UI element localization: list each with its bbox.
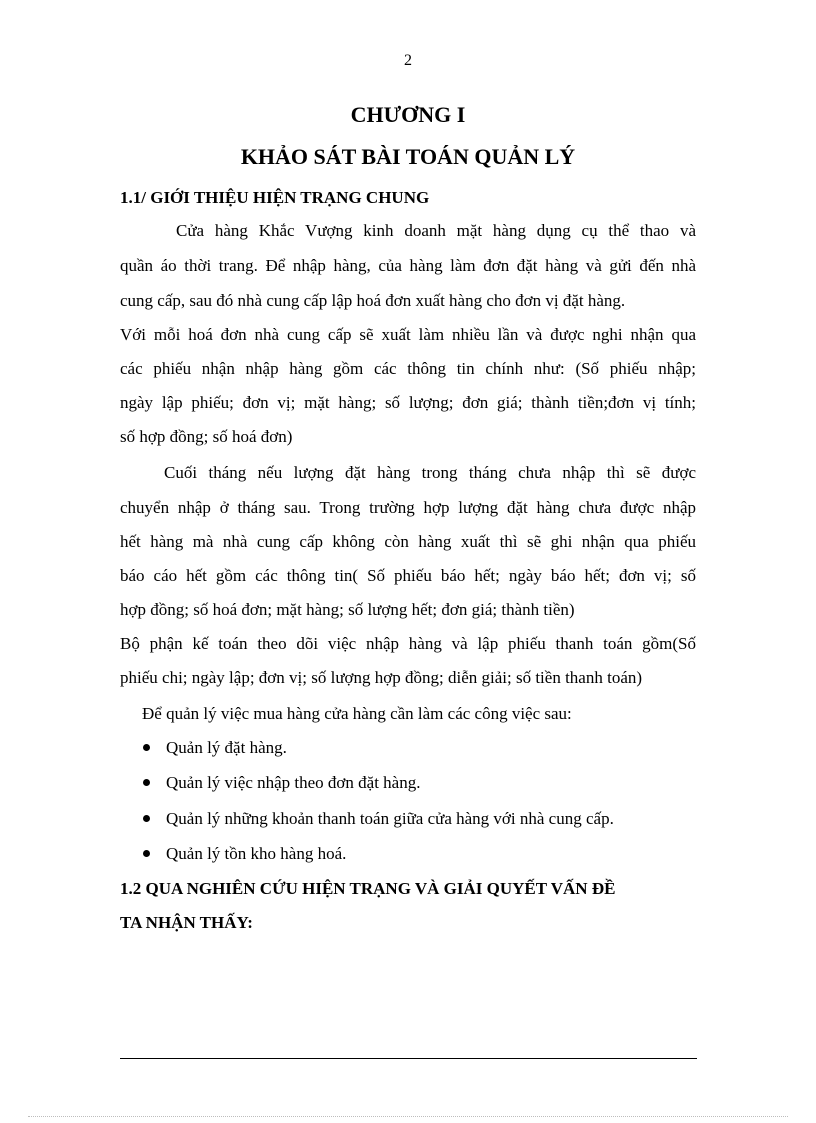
paragraph-1-line-6: ngày lập phiếu; đơn vị; mặt hàng; số lượng; đơn giá; thành tiền;đơn vị tính; <box>120 393 696 412</box>
list-item <box>143 809 614 829</box>
paragraph-2-line-3: hết hàng mà nhà cung cấp không còn hàng xuất thì sẽ ghi nhận qua phiếu <box>120 532 696 551</box>
page-edge-divider <box>28 1116 788 1117</box>
paragraph-1-line-3: cung cấp, sau đó nhà cung cấp lập hoá đơn xuất hàng cho đơn vị đặt hàng. <box>120 291 626 310</box>
paragraph-1-line-1: Cửa hàng Khắc Vượng kinh doanh mặt hàng dụng cụ thể thao và <box>176 221 696 240</box>
list-item-text: Quản lý những khoản thanh toán giữa cửa hàng với nhà cung cấp. <box>166 809 614 828</box>
paragraph-1-line-7: số hợp đồng; số hoá đơn) <box>120 427 293 446</box>
bullet-icon <box>143 779 150 786</box>
paragraph-2-line-1: Cuối tháng nếu lượng đặt hàng trong tháng chưa nhập thì sẽ được <box>164 463 696 482</box>
section-heading-1-1: 1.1/ GIỚI THIỆU HIỆN TRẠNG CHUNG <box>120 188 430 207</box>
paragraph-2-line-2: chuyển nhập ở tháng sau. Trong trường hợp lượng đặt hàng chưa được nhập <box>120 498 696 517</box>
section-heading-1-2-continued: TA NHẬN THẤY: <box>120 913 253 932</box>
paragraph-1-line-5: các phiếu nhận nhập hàng gồm các thông tin chính như: (Số phiếu nhập; <box>120 359 696 378</box>
list-item-text: Quản lý việc nhập theo đơn đặt hàng. <box>166 773 421 792</box>
paragraph-2-line-5: hợp đồng; số hoá đơn; mặt hàng; số lượng hết; đơn giá; thành tiền) <box>120 600 575 619</box>
list-item-text: Quản lý tồn kho hàng hoá. <box>166 844 347 863</box>
paragraph-1-line-2: quần áo thời trang. Để nhập hàng, của hàng làm đơn đặt hàng và gửi đến nhà <box>120 256 696 275</box>
bullet-icon <box>143 744 150 751</box>
paragraph-3-line-2: phiếu chi; ngày lập; đơn vị; số lượng hợp đồng; diễn giải; số tiền thanh toán) <box>120 668 643 687</box>
list-item <box>143 844 346 864</box>
page-number: 2 <box>404 52 412 69</box>
chapter-title: KHẢO SÁT BÀI TOÁN QUẢN LÝ <box>240 144 576 169</box>
bullet-icon <box>143 850 150 857</box>
footer-rule <box>120 1058 697 1059</box>
list-item-text: Quản lý đặt hàng. <box>166 738 287 757</box>
paragraph-2-line-4: báo cáo hết gồm các thông tin( Số phiếu báo hết; ngày báo hết; đơn vị; số <box>120 566 696 585</box>
chapter-label: CHƯƠNG I <box>350 102 466 127</box>
list-item <box>143 738 287 758</box>
list-item <box>143 773 420 793</box>
section-heading-1-2: 1.2 QUA NGHIÊN CỨU HIỆN TRẠNG VÀ GIẢI QUYẾT VẤN ĐỀ <box>120 879 616 898</box>
bullet-icon <box>143 815 150 822</box>
paragraph-3-line-1: Bộ phận kế toán theo dõi việc nhập hàng và lập phiếu thanh toán gồm(Số <box>120 634 696 653</box>
tasks-intro: Để quản lý việc mua hàng cửa hàng cần làm các công việc sau: <box>142 704 572 723</box>
paragraph-1-line-4: Với mỗi hoá đơn nhà cung cấp sẽ xuất làm nhiều lần và được nghi nhận qua <box>120 325 696 344</box>
